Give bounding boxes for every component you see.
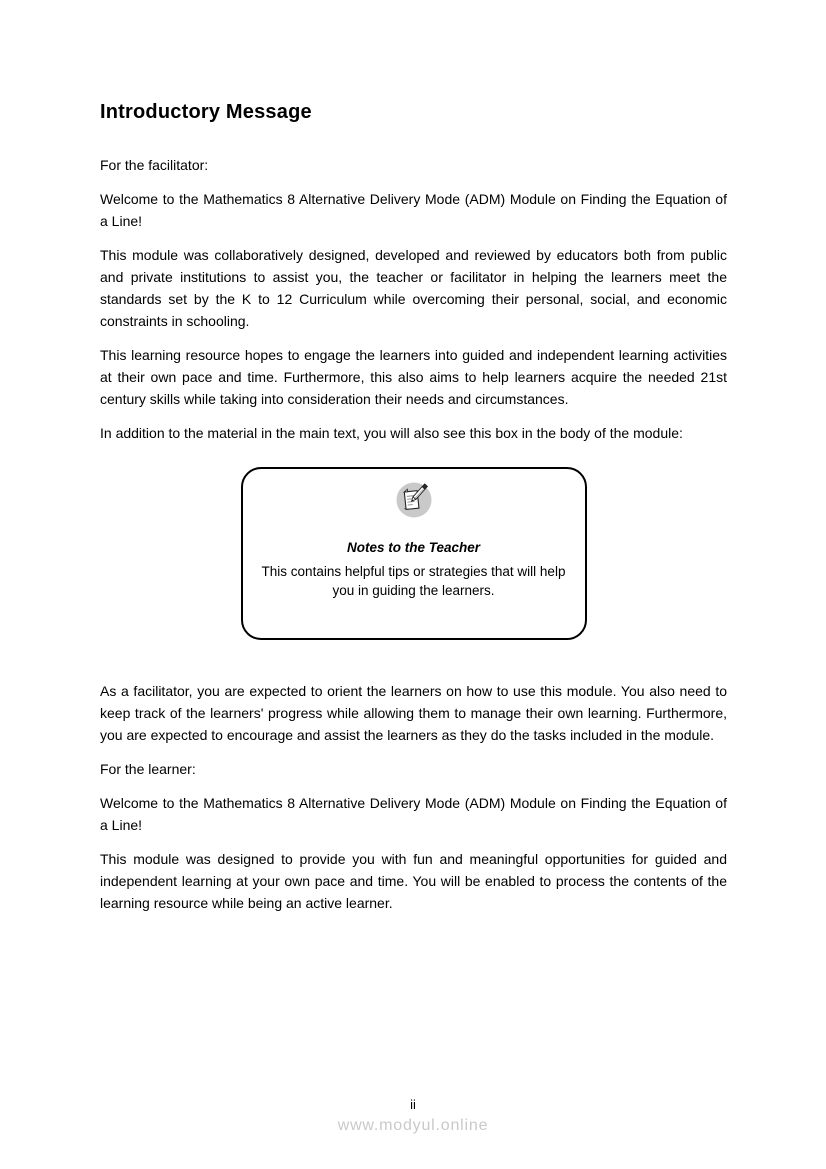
note-pencil-icon (394, 480, 434, 520)
paragraph-as-facilitator: As a facilitator, you are expected to orient the learners on how to use this module. You also need to keep track of the learners' progress while allowing them to manage their own learning. Furthermore, you are expected to encourage and assist the learners as they do the tasks included in the module. (100, 683, 727, 743)
paragraph-module-designed: This module was designed to provide you with fun and meaningful opportunities for guided and independent learning at your own pace and time. You will be enabled to process the contents of the learning resource while being an active learner. (100, 851, 727, 911)
notes-box-title: Notes to the Teacher (346, 540, 481, 555)
page-title: Introductory Message (100, 101, 312, 123)
page-number: ii (410, 1097, 416, 1112)
paragraph-module-design: This module was collaboratively designed, developed and reviewed by educators both from public and private institutions to assist you, the teacher or facilitator in helping the learners meet the standards set by the K to 12 Curriculum while overcoming their personal, social, and economic constraints in schooling. (100, 247, 727, 329)
paragraph-learning-resource: This learning resource hopes to engage the learners into guided and independent learning activities at their own pace and time. Furthermore, this also aims to help learners acquire the needed 21st century skills while taking into consideration their needs and circumstances. (100, 347, 727, 407)
notes-icon-container (243, 480, 585, 520)
notes-box-body: This contains helpful tips or strategies that will help you in guiding the learners. (261, 564, 566, 598)
page-content (100, 100, 727, 926)
paragraph-for-facilitator: For the facilitator: (100, 157, 209, 173)
paragraph-welcome-facilitator: Welcome to the Mathematics 8 Alternative Delivery Mode (ADM) Module on Finding the Equation of a Line! (100, 191, 727, 229)
paragraph-in-addition: In addition to the material in the main text, you will also see this box in the body of the module: (100, 425, 683, 441)
paragraph-for-learner: For the learner: (100, 761, 196, 777)
notes-to-teacher-box (241, 467, 587, 640)
site-watermark: www.modyul.online (337, 1117, 489, 1134)
paragraph-welcome-learner: Welcome to the Mathematics 8 Alternative Delivery Mode (ADM) Module on Finding the Equation of a Line! (100, 795, 727, 833)
